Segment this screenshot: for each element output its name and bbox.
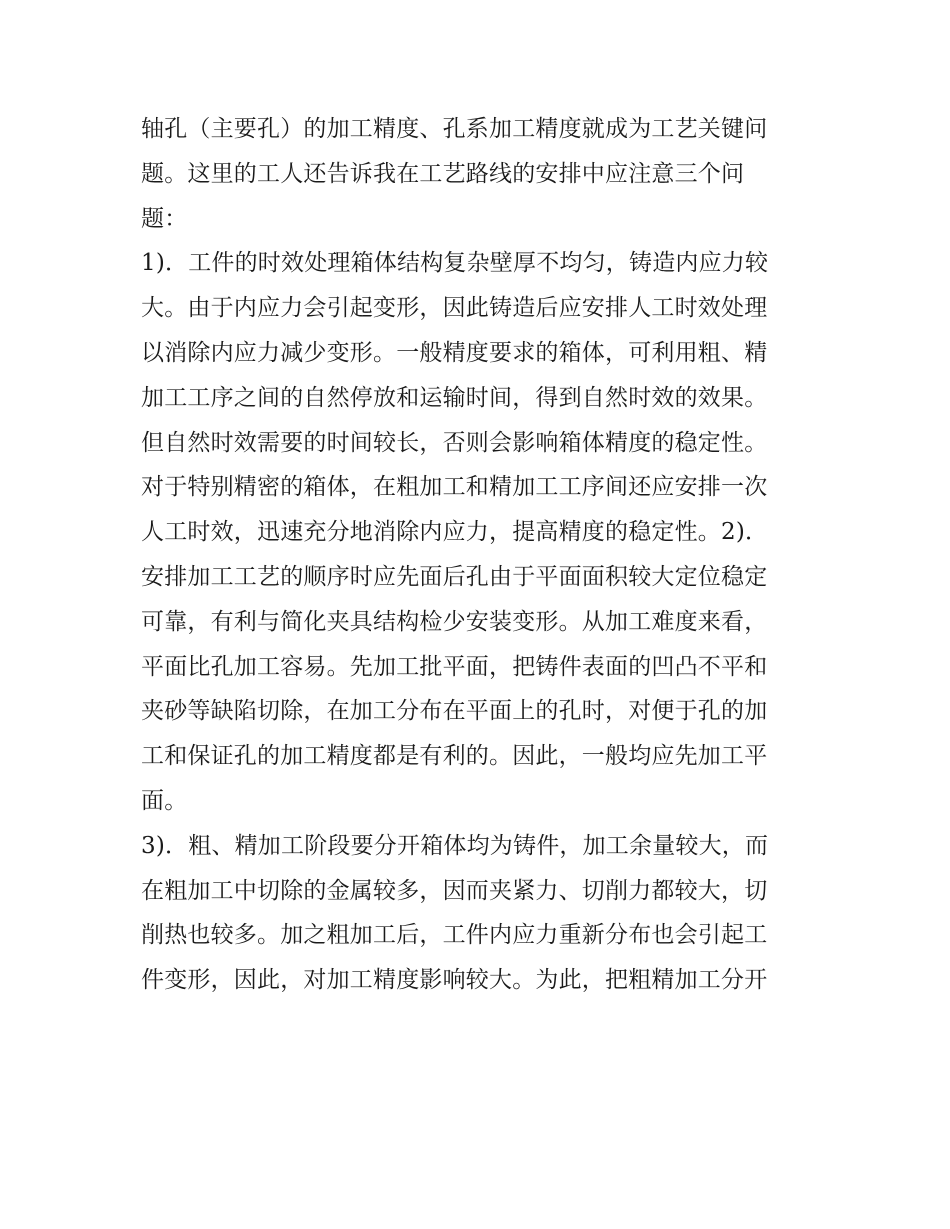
- text-line: 削热也较多。加之粗加工后，工件内应力重新分布也会引起工: [141, 922, 768, 949]
- text-line: 面。: [141, 787, 188, 814]
- text-line: 平面比孔加工容易。先加工批平面，把铸件表面的凹凸不平和: [141, 653, 768, 680]
- text-line: 1)．工件的时效处理箱体结构复杂壁厚不均匀，铸造内应力较: [141, 250, 769, 277]
- text-line: 人工时效，迅速充分地消除内应力，提高精度的稳定性。2)．: [141, 519, 769, 546]
- text-line: 在粗加工中切除的金属较多，因而夹紧力、切削力都较大，切: [141, 877, 768, 904]
- text-line: 但自然时效需要的时间较长，否则会影响箱体精度的稳定性。: [141, 429, 768, 456]
- text-line: 工和保证孔的加工精度都是有利的。因此，一般均应先加工平: [141, 743, 768, 770]
- text-line: 3)．粗、精加工阶段要分开箱体均为铸件，加工余量较大，而: [141, 832, 769, 859]
- text-line: 件变形，因此，对加工精度影响较大。为此，把粗精加工分开: [141, 967, 768, 994]
- text-line: 轴孔（主要孔）的加工精度、孔系加工精度就成为工艺关键问: [141, 116, 768, 142]
- text-line: 可靠，有利与简化夹具结构检少安装变形。从加工难度来看，: [141, 608, 768, 635]
- body-text: [141, 107, 813, 1003]
- text-line: 题。这里的工人还告诉我在工艺路线的安排中应注意三个问: [141, 160, 745, 187]
- text-line: 安排加工工艺的顺序时应先面后孔由于平面面积较大定位稳定: [141, 563, 768, 590]
- text-line: 题：: [141, 205, 188, 232]
- text-line: 大。由于内应力会引起变形，因此铸造后应安排人工时效处理: [141, 295, 768, 322]
- text-line: 加工工序之间的自然停放和运输时间，得到自然时效的效果。: [141, 384, 768, 411]
- text-line: 夹砂等缺陷切除，在加工分布在平面上的孔时，对便于孔的加: [141, 698, 768, 725]
- text-line: 以消除内应力减少变形。一般精度要求的箱体，可利用粗、精: [141, 339, 768, 366]
- text-line: 对于特别精密的箱体，在粗加工和精加工工序间还应安排一次: [141, 474, 768, 501]
